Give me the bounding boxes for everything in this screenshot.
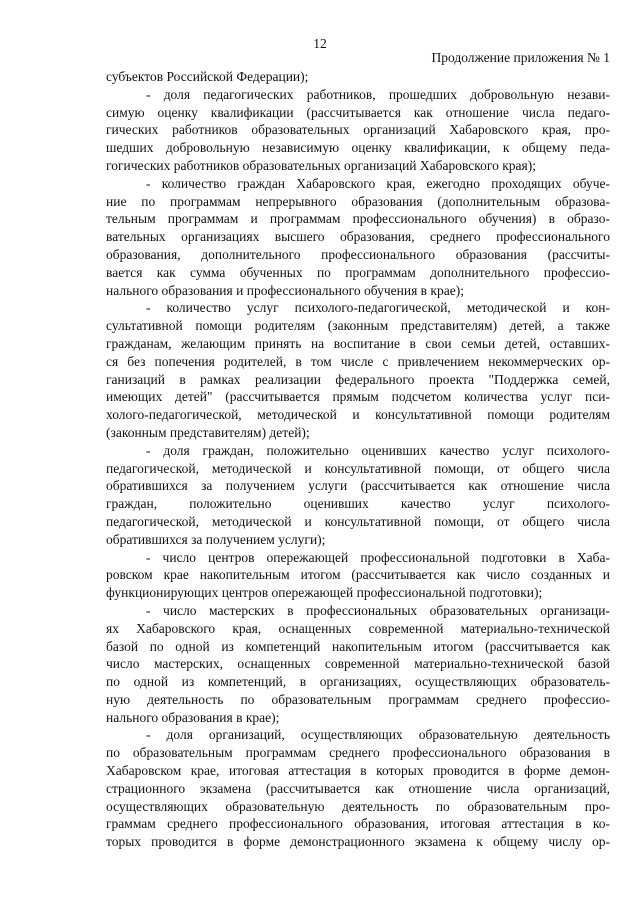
- text-line: холого-педагогической, методической и консультативной помощи родителям: [106, 407, 610, 423]
- text-line: нального образования в крае);: [106, 709, 280, 725]
- text-line: Хабаровском крае, итоговая аттестация в которых проводится в форме демон-: [106, 763, 610, 779]
- text-line: (законным представителям) детей);: [106, 424, 310, 440]
- text-line: субъектов Российской Федерации);: [106, 69, 309, 84]
- text-line: сультативной помощи родителям (законным представителям) детей, а также: [106, 318, 610, 334]
- text-line: - доля граждан, положительно оценивших качество услуг психолого-: [146, 442, 610, 458]
- page-number: 12: [313, 36, 327, 51]
- text-line: ях Хабаровского края, оснащенных современной материально-технической: [106, 620, 610, 636]
- text-line: ровском крае накопительным итогом (рассчитывается как число созданных и: [106, 567, 610, 583]
- text-line: базой по одной из компетенций накопительным итогом (рассчитывается как: [106, 638, 610, 654]
- text-line: - число мастерских в профессиональных образовательных организаци-: [146, 602, 610, 618]
- text-line: обратившихся за получением услуги (рассчитывается как отношение числа: [106, 478, 610, 494]
- text-line: граммам среднего профессионального образования, итоговая аттестация в ко-: [106, 816, 610, 832]
- text-line: ную деятельность по образовательным программам среднего профессио-: [106, 691, 610, 707]
- text-line: гражданам, желающим принять на воспитание в свои семьи детей, оставших-: [106, 335, 610, 351]
- text-line: шедших добровольную независимую оценку квалификации, к общему педа-: [106, 140, 610, 156]
- text-line: граждан, положительно оценивших качество услуг психолого-: [106, 496, 610, 512]
- text-line: по одной из компетенций, в организациях, осуществляющих образователь-: [106, 674, 610, 690]
- text-line: вательных организациях высшего образования, среднего профессионального: [106, 229, 610, 245]
- text-line: ганизаций в рамках реализации федерального проекта "Поддержка семей,: [106, 371, 610, 387]
- text-line: по образовательным программам среднего профессионального образования в: [106, 745, 610, 761]
- text-line: - количество граждан Хабаровского края, ежегодно проходящих обуче-: [146, 175, 610, 191]
- text-line: гических работников образовательных организаций Хабаровского края, про-: [106, 122, 610, 138]
- text-line: ние по программам непрерывного образования (дополнительным образова-: [106, 193, 610, 209]
- text-line: ся без попечения родителей, в том числе с привлечением некоммерческих ор-: [106, 353, 610, 369]
- text-line: осуществляющих образовательную деятельность по образовательным про-: [106, 798, 610, 814]
- text-line: симую оценку квалификации (рассчитывается как отношение числа педаго-: [106, 104, 610, 120]
- text-line: вается как сумма обученных по программам дополнительного профессио-: [106, 264, 610, 280]
- text-line: педагогической, методической и консультативной помощи, от общего числа: [106, 513, 610, 529]
- text-line: педагогической, методической и консультативной помощи, от общего числа: [106, 460, 610, 476]
- text-line: страционного экзамена (рассчитывается как отношение числа организаций,: [106, 780, 610, 796]
- text-line: - доля организаций, осуществляющих образовательную деятельность: [146, 727, 610, 743]
- text-line: тельным программам и программам профессионального обучения) в образо-: [106, 211, 610, 227]
- text-line: функционирующих центров опережающей профессиональной подготовки);: [106, 585, 543, 601]
- text-line: образования, дополнительного профессионального образования (рассчиты-: [106, 246, 610, 262]
- text-line: - доля педагогических работников, прошедших добровольную незави-: [146, 86, 610, 102]
- text-line: нального образования и профессионального обучения в крае);: [106, 282, 464, 298]
- text-line: число мастерских, оснащенных современной материально-технической базой: [106, 656, 610, 672]
- text-line: обратившихся за получением услуги);: [106, 531, 326, 547]
- text-line: гогических работников образовательных организаций Хабаровского края);: [106, 157, 536, 173]
- document-body: [106, 68, 610, 851]
- appendix-continuation-label: Продолжение приложения № 1: [431, 50, 610, 65]
- text-line: - число центров опережающей профессиональной подготовки в Хаба-: [146, 549, 610, 565]
- text-line: торых проводится в форме демонстрационного экзамена к общему числу ор-: [106, 834, 610, 850]
- text-line: имеющих детей" (рассчитывается прямым подсчетом количества услуг пси-: [106, 389, 610, 405]
- text-line: - количество услуг психолого-педагогической, методической и кон-: [146, 300, 610, 316]
